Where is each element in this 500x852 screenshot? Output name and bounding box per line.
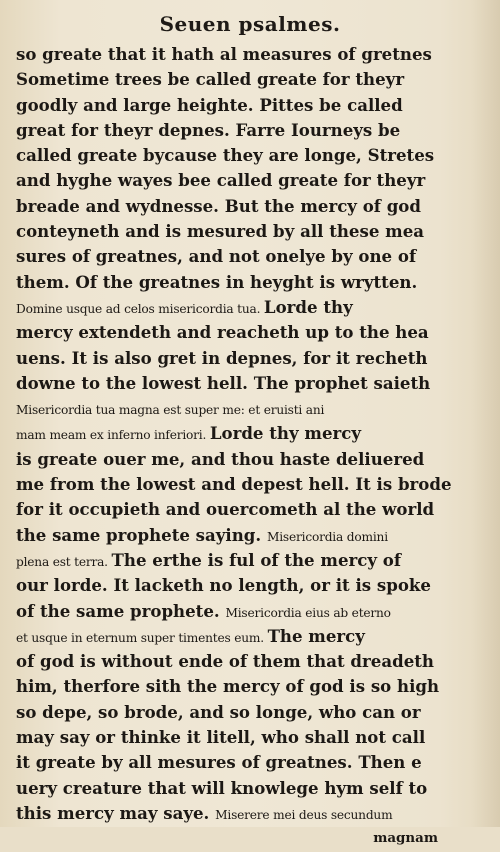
text-segment: uens. It is also gret in depnes, for it recheth <box>16 347 428 368</box>
text-line <box>16 750 444 775</box>
text-line <box>16 725 444 750</box>
text-segment: of the same prophete. <box>16 600 226 621</box>
body-text <box>16 42 452 852</box>
text-segment: The erthe is ful of the mercy of <box>111 549 401 570</box>
text-segment: The mercy <box>267 625 365 646</box>
text-line <box>16 194 444 219</box>
text-segment: so depe, so brode, and so longe, who can or <box>16 701 421 722</box>
text-line <box>16 143 444 168</box>
text-line <box>16 42 444 67</box>
text-segment: mercy extendeth and reacheth up to the hea <box>16 322 429 343</box>
latin-quotation: Misericordia tua magna est super me: et eruisti ani <box>16 403 325 418</box>
text-line <box>16 599 444 624</box>
text-line <box>16 674 444 699</box>
text-segment: me from the lowest and depest hell. It is brode <box>16 474 452 495</box>
text-line <box>16 346 444 371</box>
text-line <box>16 472 452 497</box>
text-line <box>16 421 444 446</box>
text-segment: goodly and large heighte. Pittes be called <box>16 94 403 115</box>
text-line <box>16 219 444 244</box>
latin-quotation: Miserere mei deus secundum <box>215 807 393 822</box>
text-segment: him, therfore sith the mercy of god is so high <box>16 676 440 697</box>
text-segment: and hyghe wayes bee called greate for theyr <box>16 170 426 191</box>
text-segment: conteyneth and is mesured by all these mea <box>16 221 425 242</box>
text-line <box>16 523 444 548</box>
text-segment: of god is without ende of them that dreadeth <box>16 651 434 672</box>
text-segment: uery creature that will knowlege hym self to <box>16 777 428 798</box>
text-segment: Sometime trees be called greate for theyr <box>16 69 405 90</box>
text-line <box>16 700 444 725</box>
latin-quotation: mam meam ex inferno inferiori. <box>16 428 210 443</box>
text-line <box>16 118 444 143</box>
text-segment: the same prophete saying. <box>16 524 267 545</box>
text-segment: this mercy may saye. <box>16 802 216 823</box>
text-line <box>16 801 444 826</box>
text-segment: great for theyr depnes. Farre Iourneys be <box>16 119 401 140</box>
text-segment: for it occupieth and ouercometh al the world <box>16 499 435 520</box>
text-line <box>16 168 444 193</box>
text-line <box>16 244 444 269</box>
running-head: Seuen psalmes. <box>159 12 341 36</box>
text-segment: called greate bycause they are longe, Stretes <box>16 145 435 166</box>
text-segment: Lorde thy <box>263 296 353 317</box>
latin-quotation: plena est terra. <box>16 554 112 569</box>
text-line <box>16 320 444 345</box>
text-segment: is greate ouer me, and thou haste deliuered <box>16 448 425 469</box>
latin-quotation: et usque in eternum super timentes eum. <box>16 630 268 645</box>
text-line <box>16 371 444 396</box>
catchword: magnam <box>373 830 438 847</box>
text-segment: downe to the lowest hell. The prophet saieth <box>16 372 431 393</box>
text-segment: our lorde. It lacketh no length, or it is spoke <box>16 575 431 596</box>
text-segment: so greate that it hath al measures of gretnes <box>16 44 432 64</box>
page-edge-shading <box>472 0 500 827</box>
text-line <box>16 776 444 801</box>
latin-quotation: Misericordia domini <box>266 529 388 544</box>
text-line <box>16 270 444 295</box>
text-line <box>16 573 444 598</box>
text-line <box>16 649 444 674</box>
text-line <box>16 295 444 320</box>
text-line <box>16 447 444 472</box>
text-segment: sures of greatnes, and not onelye by one of <box>16 246 417 267</box>
text-segment: them. Of the greatnes in heyght is wrytten. <box>16 271 418 292</box>
text-segment: Lorde thy mercy <box>209 423 362 444</box>
text-line <box>16 624 444 649</box>
text-line <box>16 93 444 118</box>
latin-quotation: Misericordia eius ab eterno <box>225 605 391 620</box>
text-line <box>16 67 444 92</box>
text-segment: it greate by all mesures of greatnes. Then e <box>16 752 422 773</box>
latin-quotation: Domine usque ad celos misericordia tua. <box>16 301 264 316</box>
text-segment: may say or thinke it litell, who shall not call <box>16 727 426 748</box>
text-line <box>16 548 444 573</box>
text-segment: breade and wydnesse. But the mercy of god <box>16 195 421 216</box>
text-line <box>16 497 444 522</box>
text-line <box>16 396 444 421</box>
